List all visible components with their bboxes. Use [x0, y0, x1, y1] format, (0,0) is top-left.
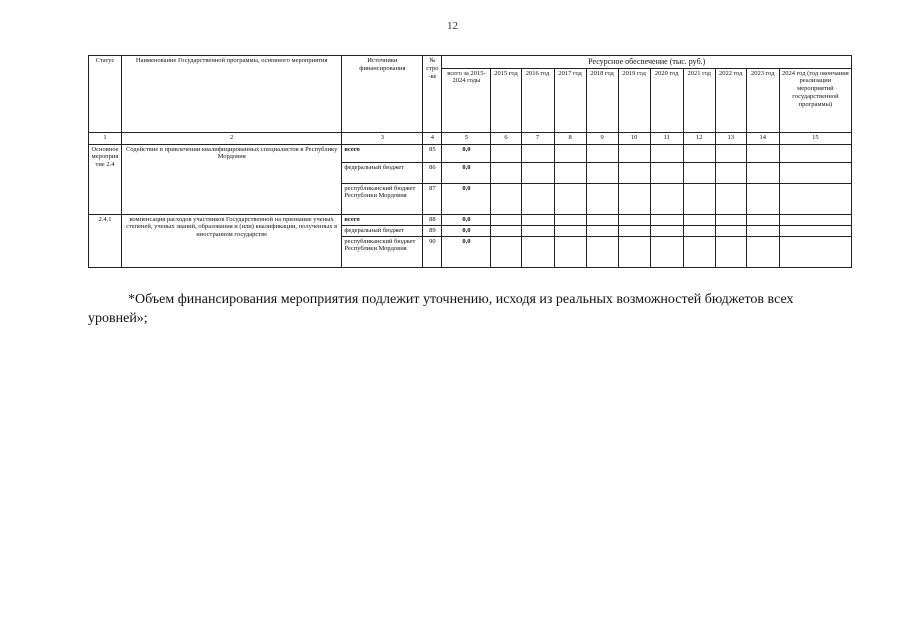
column-number: 10	[618, 132, 650, 144]
column-number: 6	[491, 132, 521, 144]
total-value: 0,0	[442, 225, 491, 236]
header-sources: Источники финансирования	[342, 56, 423, 133]
line-number: 86	[423, 162, 442, 183]
header-year: 2022 год	[715, 68, 746, 132]
column-number: 4	[423, 132, 442, 144]
header-year: 2018 год	[586, 68, 618, 132]
header-line-no: № стро-ке	[423, 56, 442, 133]
column-number: 11	[650, 132, 683, 144]
status-cell: Основное мероприятие 2.4	[89, 144, 122, 214]
header-year: всего за 2015-2024 годы	[442, 68, 491, 132]
resource-table	[88, 55, 852, 268]
line-number: 88	[423, 214, 442, 225]
total-value: 0,0	[442, 162, 491, 183]
line-number: 87	[423, 183, 442, 214]
header-year: 2017 год	[554, 68, 586, 132]
funding-source: федеральный бюджет	[342, 162, 423, 183]
column-number: 12	[683, 132, 715, 144]
header-year: 2016 год	[521, 68, 554, 132]
line-number: 85	[423, 144, 442, 162]
header-year: 2020 год	[650, 68, 683, 132]
header-year: 2019 год	[618, 68, 650, 132]
status-cell: 2.4.1	[89, 214, 122, 267]
column-number: 1	[89, 132, 122, 144]
line-number: 90	[423, 236, 442, 267]
line-number: 89	[423, 225, 442, 236]
program-name: Содействие в привлечении квалифицированных специалистов в Республику Мордовия	[122, 144, 342, 214]
header-year: 2015 год	[491, 68, 521, 132]
page-number: 12	[447, 20, 458, 32]
funding-source: республиканский бюджет Республики Мордовия	[342, 236, 423, 267]
column-number: 8	[554, 132, 586, 144]
funding-source: республиканский бюджет Республики Мордовия	[342, 183, 423, 214]
column-number: 14	[746, 132, 779, 144]
footnote: *Объем финансирования мероприятия подлежит уточнению, исходя из реальных возможностей бюджетов всех уровней»;	[88, 292, 794, 326]
funding-source: всего	[342, 214, 423, 225]
total-value: 0,0	[442, 144, 491, 162]
column-number: 13	[715, 132, 746, 144]
column-number: 7	[521, 132, 554, 144]
column-number: 15	[779, 132, 851, 144]
funding-source: всего	[342, 144, 423, 162]
total-value: 0,0	[442, 236, 491, 267]
column-number: 9	[586, 132, 618, 144]
header-name: Наименование Государственной программы, основного мероприятия	[122, 56, 342, 133]
header-year: 2023 год	[746, 68, 779, 132]
header-resource: Ресурсное обеспечение (тыс. руб.)	[442, 56, 852, 69]
header-year: 2024 год (год окончания реализации мероприятий государственной программы)	[779, 68, 851, 132]
header-status: Статус	[89, 56, 122, 133]
total-value: 0,0	[442, 214, 491, 225]
program-name: компенсация расходов участников Государственной на признание ученых степеней, ученых званий, образования и (или) квалификации, полученных в иностранном государстве	[122, 214, 342, 267]
column-number: 3	[342, 132, 423, 144]
column-number: 2	[122, 132, 342, 144]
funding-source: федеральный бюджет	[342, 225, 423, 236]
header-year: 2021 год	[683, 68, 715, 132]
total-value: 0,0	[442, 183, 491, 214]
column-number: 5	[442, 132, 491, 144]
